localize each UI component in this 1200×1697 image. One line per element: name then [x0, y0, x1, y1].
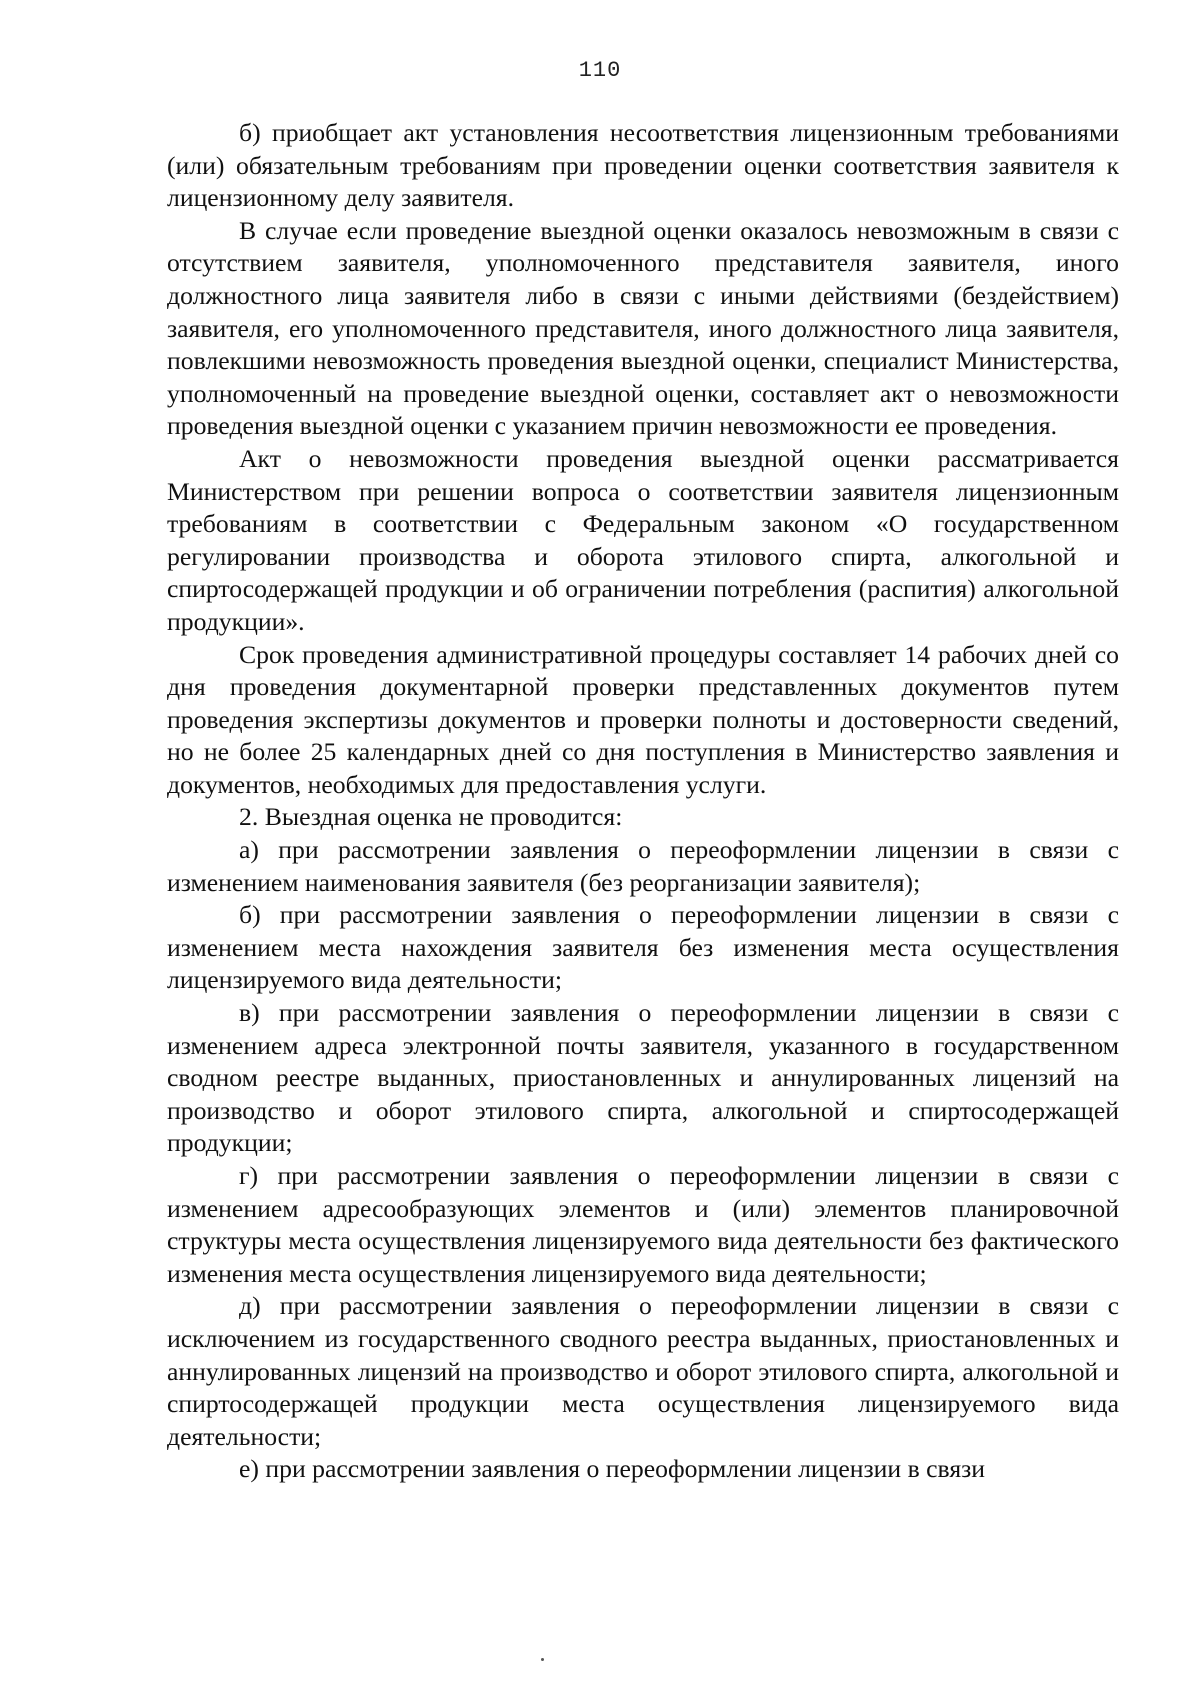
list-item-e: е) при рассмотрении заявления о переоформлении лицензии в связи: [239, 1454, 986, 1484]
list-item-d: д) при рассмотрении заявления о переоформлении лицензии в связи с исключением из государственного сводного реестра выданных, приостановленных и аннулированных лицензий на производство и оборот этилового спирта, алкогольной и спиртосодержащей продукции места осуществления лицензируемого вида деятельности;: [167, 1291, 1119, 1451]
list-item-g: г) при рассмотрении заявления о переоформлении лицензии в связи с изменением адресообразующих элементов и (или) элементов планировочной структуры места осуществления лицензируемого вида деятельности без фактического изменения места осуществления лицензируемого вида деятельности;: [167, 1161, 1119, 1288]
paragraph-item-2-heading: 2. Выездная оценка не проводится:: [239, 802, 623, 832]
document-body: [167, 117, 1119, 1486]
paragraph-impossible-inspection: В случае если проведение выездной оценки оказалось невозможным в связи с отсутствием заявителя, уполномоченного представителя заявителя, иного должностного лица заявителя либо в связи с иными действиями (бездействием) заявителя, его уполномоченного представителя, иного должностного лица заявителя, повлекшими невозможность проведения выездной оценки, специалист Министерства, уполномоченный на проведение выездной оценки, составляет акт о невозможности проведения выездной оценки с указанием причин невозможности ее проведения.: [167, 215, 1119, 441]
paragraph-b-attach-act: б) приобщает акт установления несоответствия лицензионным требованиями (или) обязательным требованиям при проведении оценки соответствия заявителя к лицензионному делу заявителя.: [167, 118, 1119, 213]
paragraph-procedure-term: Срок проведения административной процедуры составляет 14 рабочих дней со дня проведения документарной проверки представленных документов путем проведения экспертизы документов и проверки полноты и достоверности сведений, но не более 25 календарных дней со дня поступления в Министерство заявления и документов, необходимых для предоставления услуги.: [167, 639, 1119, 799]
page-number: 110: [578, 58, 622, 83]
list-item-a: а) при рассмотрении заявления о переоформлении лицензии в связи с изменением наименования заявителя (без реорганизации заявителя);: [167, 835, 1119, 897]
list-item-v: в) при рассмотрении заявления о переоформлении лицензии в связи с изменением адреса электронной почты заявителя, указанного в государственном сводном реестре выданных, приостановленных и аннулированных лицензий на производство и оборот этилового спирта, алкогольной и спиртосодержащей продукции;: [167, 998, 1119, 1158]
scan-speck: [541, 1658, 544, 1661]
paragraph-act-review: Акт о невозможности проведения выездной оценки рассматривается Министерством при решении вопроса о соответствии заявителя лицензионным требованиям в соответствии с Федеральным законом «О государственном регулировании производства и оборота этилового спирта, алкогольной и спиртосодержащей продукции и об ограничении потребления (распития) алкогольной продукции».: [167, 443, 1119, 636]
list-item-b: б) при рассмотрении заявления о переоформлении лицензии в связи с изменением места нахождения заявителя без изменения места осуществления лицензируемого вида деятельности;: [167, 900, 1119, 995]
